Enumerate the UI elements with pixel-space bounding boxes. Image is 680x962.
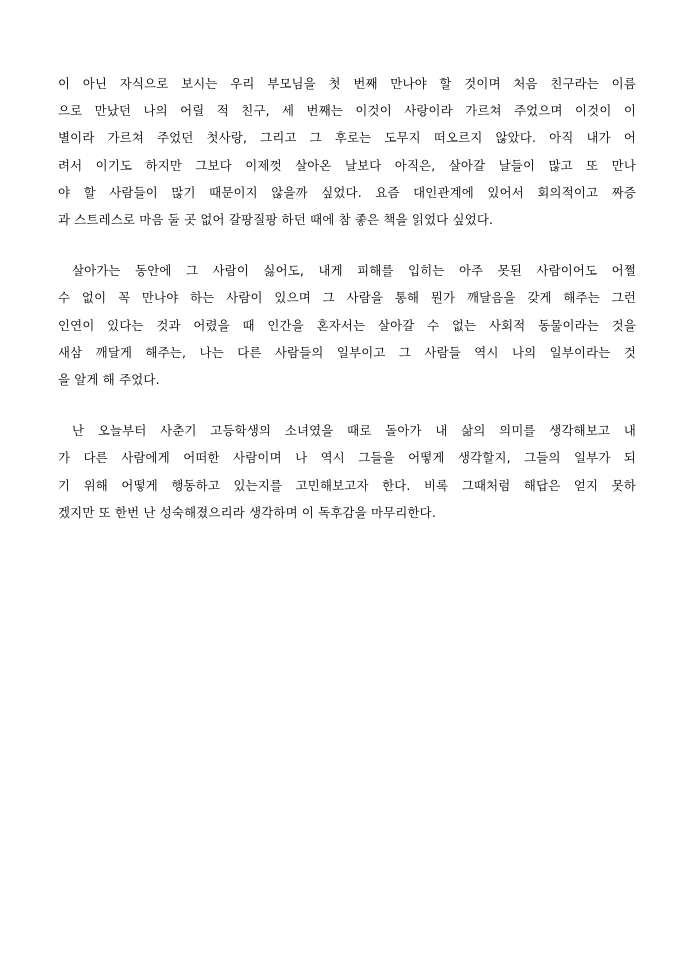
text-line: 이 아닌 자식으로 보시는 우리 부모님을 첫 번째 만나야 할 것이며 처음 친구라는 이름 (58, 76, 636, 91)
text-line: 겠지만 또 한번 난 성숙해졌으리라 생각하며 이 독후감을 마무리한다. (58, 504, 436, 520)
paragraph-2 (58, 257, 636, 393)
text-line: 야 할 사람들이 많기 때문이지 않을까 싶었다. 요즘 대인관계에 있어서 회의적이고 짜증 (58, 184, 636, 200)
text-line: 별이라 가르쳐 주었던 첫사랑, 그리고 그 후로는 도무지 떠오르지 않았다. 아직 내가 어 (58, 130, 636, 146)
text-line: 기 위해 어떻게 행동하고 있는지를 고민해보고자 한다. 비록 그때처럼 해답은 얻지 못하 (58, 477, 636, 493)
text-line: 가 다른 사람에게 어떠한 사람이며 나 역시 그들을 어떻게 생각할지, 그들의 일부가 되 (58, 450, 636, 466)
text-line: 려서 이기도 하지만 그보다 이제껏 살아온 날보다 아직은, 살아갈 날들이 많고 또 만나 (58, 157, 636, 173)
text-line: 을 알게 해 주었다. (58, 372, 160, 388)
text-line: 살아가는 동안에 그 사람이 싫어도, 내게 피해를 입히는 아주 못된 사람이어도 어쩔 (72, 263, 636, 279)
text-line: 수 없이 꼭 만나야 하는 사람이 있으며 그 사람을 통해 뭔가 깨달음을 갖게 해주는 그런 (58, 290, 636, 306)
text-line: 인연이 있다는 것과 어렸을 때 인간을 혼자서는 살아갈 수 없는 사회적 동물이라는 것을 (58, 317, 636, 333)
paragraph-1 (58, 70, 636, 233)
text-line: 과 스트레스로 마음 둘 곳 없어 갈팡질팡 하던 때에 참 좋은 책을 읽었다 싶었다. (58, 212, 494, 228)
document-page (58, 70, 636, 550)
text-line: 새삼 깨달게 해주는, 나는 다른 사람들의 일부이고 그 사람들 역시 나의 일부이라는 것 (58, 344, 636, 360)
paragraph-3 (58, 417, 636, 526)
text-line: 난 오늘부터 사춘기 고등학생의 소녀였을 때로 돌아가 내 삶의 의미를 생각해보고 내 (72, 423, 636, 439)
text-line: 으로 만났던 나의 어릴 적 친구, 세 번째는 이것이 사랑이라 가르쳐 주었으며 이것이 이 (58, 103, 636, 119)
